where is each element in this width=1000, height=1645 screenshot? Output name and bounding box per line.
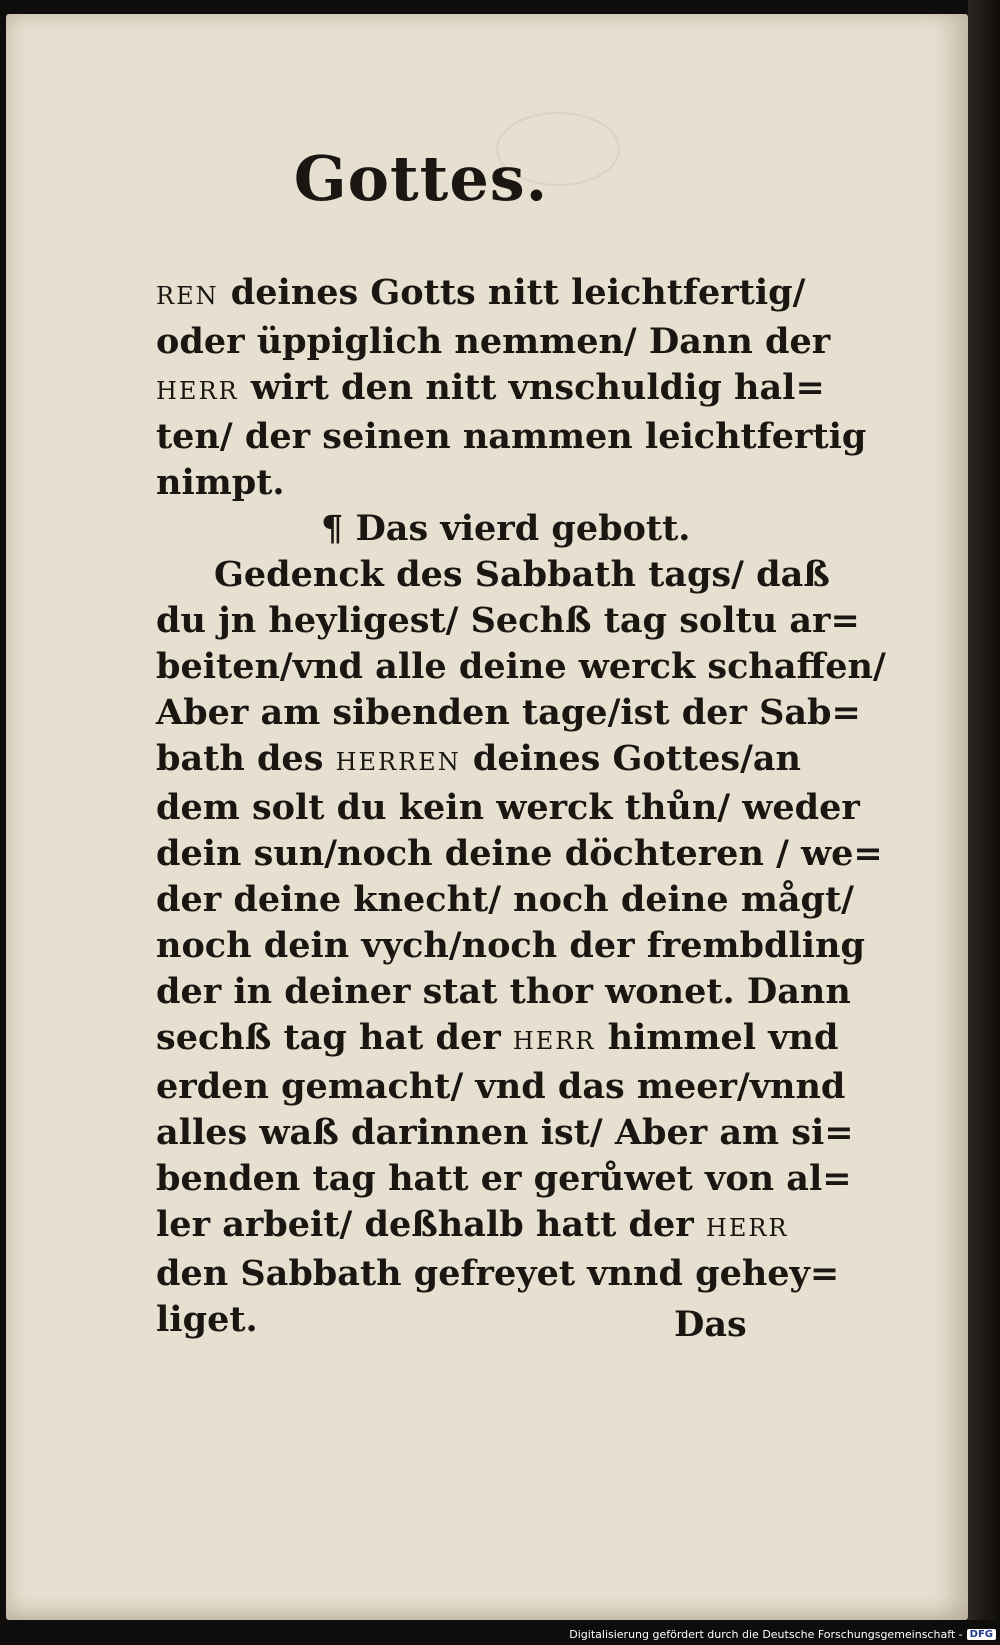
small-caps-word: HERR (156, 377, 239, 405)
text-line (156, 270, 806, 319)
text-run: Aber am sibenden tage/ist der Sab= (156, 692, 861, 733)
text-run: dem solt du kein werck thůn/ weder (156, 787, 860, 828)
page-heading: Gottes. (293, 142, 549, 215)
text-line (156, 319, 831, 365)
text-run: benden tag hatt er gerůwet von al= (156, 1158, 852, 1199)
page-body-text (156, 270, 886, 1343)
text-run: nimpt. (156, 462, 285, 503)
text-run: noch dein vych/noch der frembdling (156, 925, 865, 966)
text-run: den Sabbath gefreyet vnnd gehey= (156, 1253, 840, 1294)
small-caps-word: HERREN (335, 748, 461, 776)
text-line (156, 1156, 852, 1202)
text-line (156, 690, 861, 736)
text-run: himmel vnd (595, 1017, 839, 1058)
text-run: liget. (156, 1299, 258, 1340)
text-line (156, 460, 756, 506)
text-run: alles waß darinnen ist/ Aber am si= (156, 1112, 854, 1153)
text-line (156, 1251, 840, 1297)
text-line (156, 365, 825, 414)
text-run: erden gemacht/ vnd das meer/vnnd (156, 1066, 846, 1107)
catchword: Das (674, 1304, 747, 1345)
text-line (156, 414, 867, 460)
text-run: ¶ Das vierd gebott. (321, 508, 691, 549)
text-run: sechß tag hat der (156, 1017, 513, 1058)
text-line (156, 552, 830, 598)
text-run: bath des (156, 738, 336, 779)
text-line (156, 831, 883, 877)
text-line (156, 923, 865, 969)
book-page (6, 14, 968, 1620)
text-line (156, 736, 801, 785)
text-run: ler arbeit/ deßhalb hatt der (156, 1204, 706, 1245)
text-run: oder üppiglich nemmen/ Dann der (156, 321, 831, 362)
text-line (156, 877, 854, 923)
text-run: deines Gotts nitt leichtfertig/ (218, 272, 806, 313)
dfg-logo: DFG (967, 1629, 996, 1640)
text-line (156, 785, 860, 831)
text-line (156, 506, 756, 552)
text-line (156, 1064, 846, 1110)
text-line (156, 1110, 854, 1156)
text-line (156, 1297, 756, 1343)
text-line (156, 969, 851, 1015)
text-run: Gedenck des Sabbath tags/ daß (214, 554, 830, 595)
small-caps-word: REN (156, 282, 219, 310)
text-run: beiten/vnd alle deine werck schaffen/ (156, 646, 886, 687)
text-run: ten/ der seinen nammen leichtfertig (156, 416, 867, 457)
text-run: wirt den nitt vnschuldig hal= (238, 367, 825, 408)
text-run: dein sun/noch deine döchteren / we= (156, 833, 883, 874)
text-run: der in deiner stat thor wonet. Dann (156, 971, 851, 1012)
text-run: du jn heyligest/ Sechß tag soltu ar= (156, 600, 860, 641)
text-line (156, 1015, 839, 1064)
text-line (156, 1202, 789, 1251)
funding-footer (569, 1625, 996, 1643)
text-run: deines Gottes/an (460, 738, 801, 779)
funding-footer-text: Digitalisierung gefördert durch die Deutsche Forschungsgemeinschaft - (569, 1627, 963, 1641)
text-line (156, 644, 886, 690)
small-caps-word: HERR (705, 1214, 789, 1242)
text-run: der deine knecht/ noch deine mågt/ (156, 879, 854, 920)
book-spine-edge (968, 0, 1000, 1620)
text-line (156, 598, 860, 644)
small-caps-word: HERR (512, 1027, 596, 1055)
